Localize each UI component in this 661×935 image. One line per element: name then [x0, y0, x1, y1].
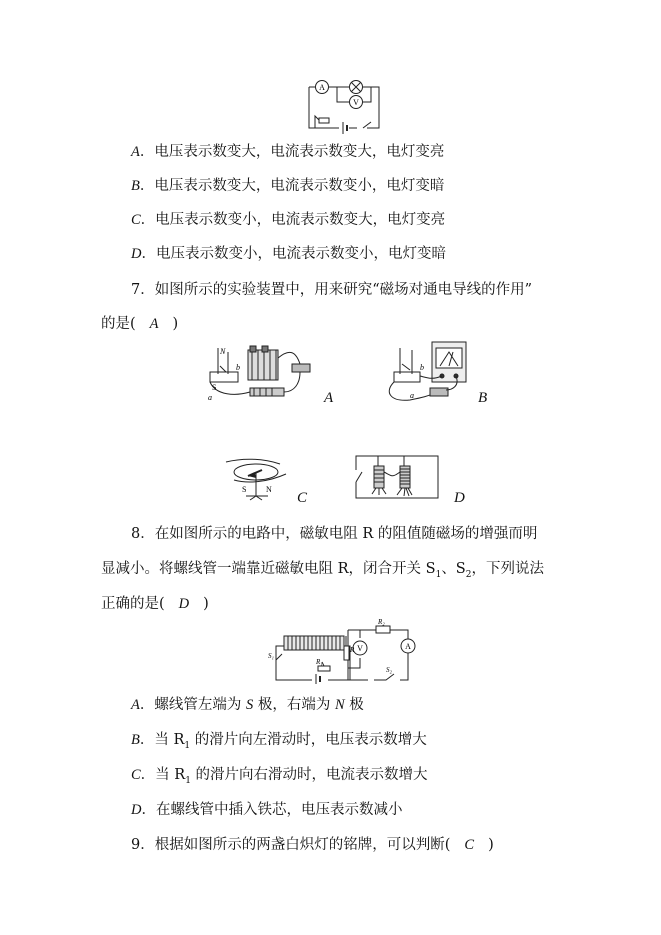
- subscript: 2: [465, 569, 472, 580]
- fig-a-letter-n: N: [220, 347, 226, 356]
- q6-option-b: [131, 176, 444, 196]
- option-text: 极: [344, 697, 364, 713]
- option-letter: B: [131, 732, 140, 748]
- figure-q6-circuit: [305, 78, 385, 136]
- q7-stem-pre: 的是(: [101, 316, 136, 332]
- pole-s: S: [245, 697, 254, 713]
- q8-stem-post: ，下列说法: [471, 561, 544, 577]
- q8-stem-pre: 显减小。将螺线管一端靠近磁敏电阻 R，闭合开关 S: [101, 561, 436, 577]
- figure-q7-a: [206, 344, 321, 404]
- solenoid-icon: [284, 636, 344, 650]
- option-text: ．当 R: [140, 767, 186, 783]
- fig-a-letter-a: a: [208, 393, 212, 402]
- q7-stem-line1: 7．如图所示的实验装置中，用来研究“磁场对通电导线的作用”: [131, 282, 533, 298]
- q6-option-c: [131, 210, 445, 230]
- option-text: ．电压表示数变小，电流表示数变大，电灯变亮: [140, 212, 446, 228]
- subscript: 1: [435, 569, 442, 580]
- fig-a-letter-s: S: [212, 383, 217, 392]
- q7-label-a: A: [324, 390, 334, 406]
- option-text: ．在螺线管中插入铁芯，电压表示数减小: [141, 802, 403, 818]
- q7-label-c: C: [297, 490, 308, 506]
- separator: 、S: [441, 561, 466, 577]
- q7-stem-post: ): [172, 316, 179, 332]
- option-text: ．电压表示数变小，电流表示数变小，电灯变暗: [141, 246, 446, 262]
- voltmeter-label: V: [353, 98, 359, 107]
- q9-answer: C: [464, 837, 475, 853]
- q8-stem-post3: ): [203, 596, 209, 612]
- q7-label-b: B: [478, 390, 488, 406]
- option-letter: D: [131, 802, 142, 818]
- q7-label-d: D: [454, 490, 465, 506]
- fig8-label-r1: R₁: [316, 658, 323, 666]
- fig-c-letter-s: S: [242, 485, 247, 494]
- fig-c-letter-n: N: [266, 485, 272, 494]
- q8-option-c: [131, 765, 428, 791]
- option-letter: C: [131, 212, 141, 228]
- q9-stem: [131, 835, 494, 855]
- q7-stem-line2: [101, 314, 178, 334]
- subscript: 1: [185, 775, 191, 786]
- q8-stem-pre3: 正确的是(: [101, 596, 165, 612]
- fig-b-letter-a: a: [410, 391, 414, 400]
- q6-option-a: [131, 142, 444, 162]
- figure-q7-c: [222, 452, 294, 506]
- option-text: 的滑片向左滑动时，电压表示数增大: [190, 732, 427, 748]
- q8-option-d: [131, 800, 402, 820]
- figure-q7-d: [352, 452, 444, 502]
- fig8-label-v: V: [357, 644, 363, 653]
- option-letter: A: [131, 144, 140, 160]
- q9-stem-pre: 9．根据如图所示的两盏白炽灯的铭牌，可以判断(: [131, 837, 451, 853]
- option-text: ．当 R: [139, 732, 185, 748]
- fig-a-letter-b: b: [236, 363, 240, 372]
- fig-b-letter-b: b: [420, 363, 424, 372]
- subscript: 1: [184, 740, 191, 751]
- figure-q8-circuit: [268, 618, 416, 686]
- fig8-label-s2: S₂: [386, 666, 392, 674]
- option-letter: B: [131, 178, 140, 194]
- pole-n: N: [334, 697, 345, 713]
- option-text: ．电压表示数变大，电流表示数变大，电灯变亮: [139, 144, 445, 160]
- q8-stem-line1: 8．在如图所示的电路中，磁敏电阻 R 的阻值随磁场的增强而明: [131, 526, 538, 542]
- fig8-label-a: A: [405, 642, 411, 651]
- option-letter: D: [131, 246, 142, 262]
- ammeter-label: A: [319, 83, 325, 92]
- q8-option-b: [131, 730, 427, 756]
- q8-stem-line2: [101, 559, 544, 585]
- q7-answer: A: [149, 316, 159, 332]
- q6-option-d: [131, 244, 446, 264]
- fig8-label-r: R: [350, 646, 355, 654]
- figure-q7-b: [380, 340, 475, 406]
- q8-answer: D: [178, 596, 190, 612]
- option-text: 的滑片向右滑动时，电流表示数增大: [190, 767, 428, 783]
- fig8-label-r2: R₂: [378, 618, 385, 626]
- option-text: ．螺线管左端为: [139, 697, 246, 713]
- q8-option-a: [131, 695, 364, 715]
- option-letter: A: [131, 697, 140, 713]
- option-text: ．电压表示数变大，电流表示数变小，电灯变暗: [139, 178, 445, 194]
- q8-stem-line3: [101, 594, 209, 614]
- q9-stem-post: ): [488, 837, 494, 853]
- fig8-label-s1: S₁: [268, 652, 274, 660]
- option-text: 极，右端为: [253, 697, 335, 713]
- option-letter: C: [131, 767, 141, 783]
